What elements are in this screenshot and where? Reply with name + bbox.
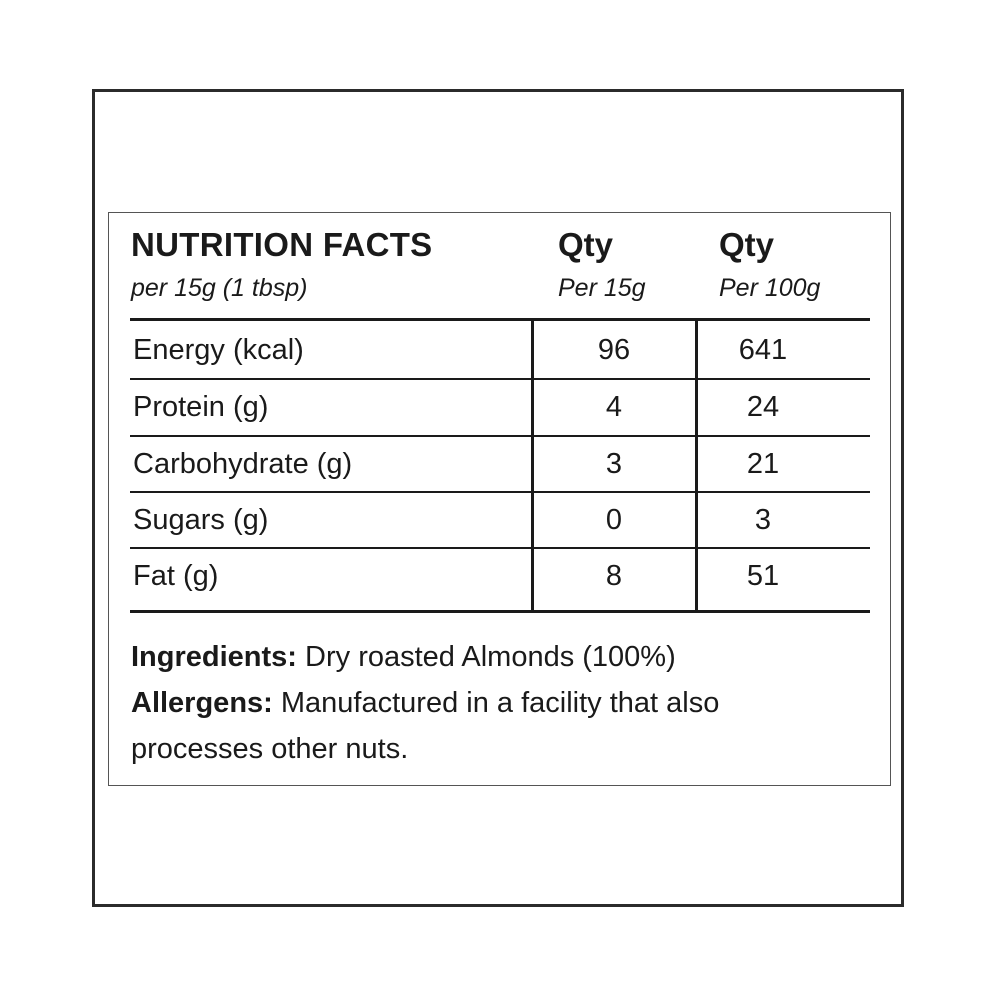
row-value-protein-per-100g: 24	[746, 391, 780, 423]
serving-size-subtitle: per 15g (1 tbsp)	[131, 274, 308, 302]
ingredients-line	[131, 643, 676, 672]
row-label-fat: Fat (g)	[133, 560, 219, 592]
row-value-energy-per-15g: 96	[597, 334, 631, 366]
nutrition-title: NUTRITION FACTS	[131, 226, 433, 263]
allergens-line	[131, 689, 719, 718]
allergens-text-line2: processes other nuts.	[131, 733, 409, 765]
column-subheader-per-100g: Per 100g	[719, 274, 821, 302]
allergens-text-line1: Manufactured in a facility that also	[280, 687, 720, 719]
table-row-divider	[130, 491, 870, 493]
row-value-sugars-per-15g: 0	[605, 504, 623, 536]
row-label-carbohydrate: Carbohydrate (g)	[133, 448, 353, 480]
row-label-energy: Energy (kcal)	[133, 334, 304, 366]
row-value-sugars-per-100g: 3	[754, 504, 772, 536]
table-bottom-rule	[130, 610, 870, 613]
column-header-per-100g: Qty	[719, 226, 775, 263]
row-value-fat-per-100g: 51	[746, 560, 780, 592]
table-row-divider	[130, 378, 870, 380]
allergens-label: Allergens:	[131, 687, 273, 719]
table-row-divider	[130, 547, 870, 549]
ingredients-text: Dry roasted Almonds (100%)	[305, 641, 676, 673]
column-subheader-per-15g: Per 15g	[558, 274, 646, 302]
table-top-rule	[130, 318, 870, 321]
column-header-per-15g: Qty	[558, 226, 614, 263]
row-value-protein-per-15g: 4	[605, 391, 623, 423]
row-value-carbohydrate-per-100g: 21	[746, 448, 780, 480]
ingredients-label: Ingredients:	[131, 641, 297, 673]
row-value-carbohydrate-per-15g: 3	[605, 448, 623, 480]
row-label-protein: Protein (g)	[133, 391, 269, 423]
table-row-divider	[130, 435, 870, 437]
row-value-energy-per-100g: 641	[738, 334, 788, 366]
row-value-fat-per-15g: 8	[605, 560, 623, 592]
row-label-sugars: Sugars (g)	[133, 504, 269, 536]
